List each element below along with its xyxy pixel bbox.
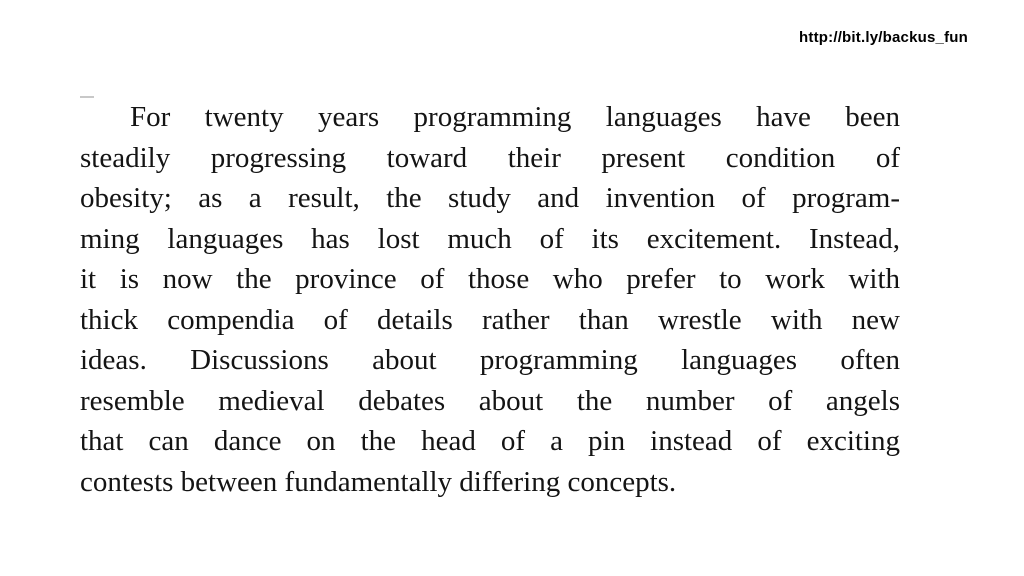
- quote-line: ming languages has lost much of its excitement. Instead,: [80, 222, 900, 255]
- quote-line: ideas. Discussions about programming languages often: [80, 344, 900, 376]
- quote-scan: [80, 97, 900, 502]
- source-link[interactable]: http://bit.ly/backus_fun: [799, 29, 968, 46]
- quote-line: contests between fundamentally differing concepts.: [80, 465, 677, 498]
- quote-line: resemble medieval debates about the number of angels: [80, 384, 900, 417]
- quote-line: thick compendia of details rather than wrestle with new: [80, 303, 900, 336]
- quote-line: it is now the province of those who prefer to work with: [80, 263, 900, 295]
- quote-line: obesity; as a result, the study and invention of program-: [80, 182, 900, 214]
- quote-line: steadily progressing toward their present condition of: [80, 141, 900, 174]
- quote-line: For twenty years programming languages have been: [130, 101, 900, 133]
- quote-line: that can dance on the head of a pin instead of exciting: [80, 425, 900, 457]
